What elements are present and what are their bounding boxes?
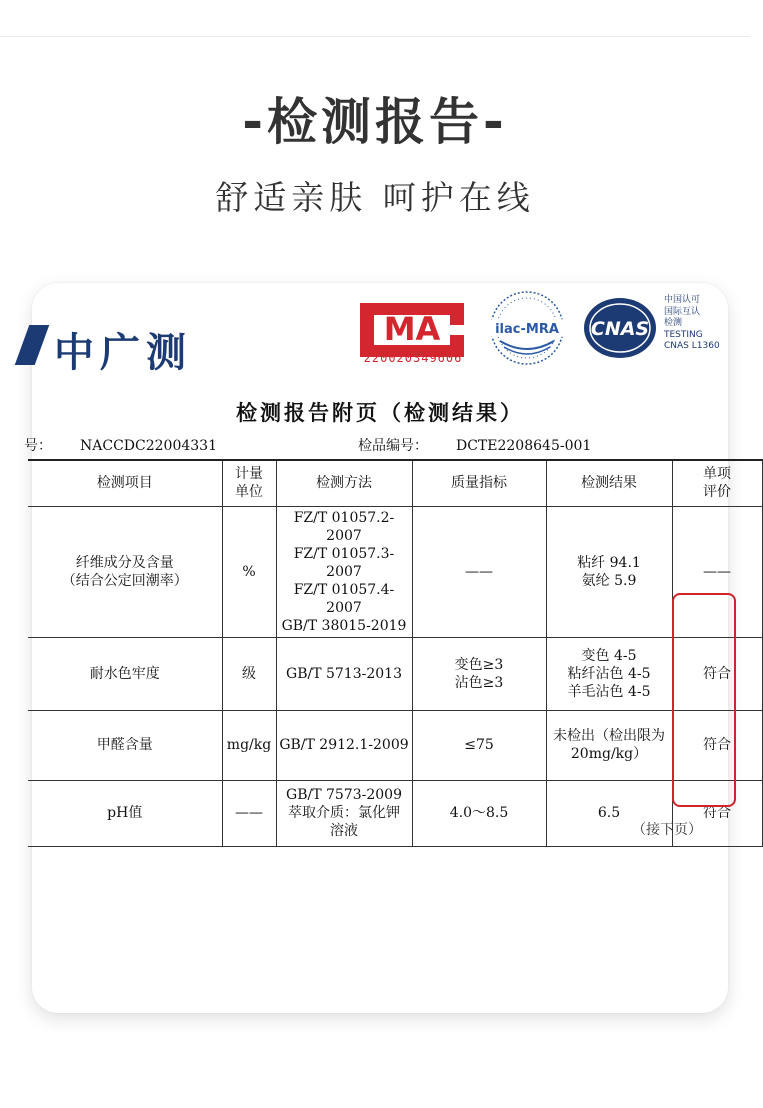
cell-result: 变色 4-5 粘纤沾色 4-5 羊毛沾色 4-5 (546, 637, 672, 710)
org-logo-mark (15, 325, 50, 365)
cell-method: GB/T 7573-2009 萃取介质：氯化钾 溶液 (276, 780, 412, 846)
cell-method: GB/T 2912.1-2009 (276, 710, 412, 780)
table-row (28, 637, 762, 710)
table-row (28, 506, 762, 637)
cell-item: 耐水色牢度 (28, 637, 222, 710)
col-header: 质量指标 (412, 460, 546, 506)
cma-number: 220020349606 (363, 351, 463, 365)
report-number: NACCDC22004331 (80, 438, 217, 454)
cnas-logo-icon (580, 293, 660, 363)
cell-result: 粘纤 94.1 氨纶 5.9 (546, 506, 672, 637)
table-header-row (28, 460, 762, 506)
svg-text:MA: MA (383, 310, 441, 348)
cell-evaluation: 符合 (672, 637, 762, 710)
cell-unit: mg/kg (222, 710, 276, 780)
report-title: 检测报告附页（检测结果） (236, 400, 524, 425)
ilac-mra-logo-icon (486, 289, 568, 367)
cell-result: 未检出（检出限为 20mg/kg） (546, 710, 672, 780)
cell-item: 纤维成分及含量 （结合公定回潮率） (28, 506, 222, 637)
page-subheading: 舒适亲肤 呵护在线 (215, 178, 535, 217)
col-header: 单项评价 (672, 460, 762, 506)
cell-unit: 级 (222, 637, 276, 710)
cell-result: 6.5 (546, 780, 672, 846)
cell-unit: % (222, 506, 276, 637)
results-table (28, 459, 763, 847)
sample-number-label: 检品编号： (358, 438, 428, 454)
cell-standard: 4.0～8.5 (412, 780, 546, 846)
cell-evaluation: —— (672, 506, 762, 637)
sample-number-line (358, 435, 591, 455)
report-number-line (24, 435, 217, 455)
page-heading: -检测报告- (242, 93, 508, 151)
org-logo: 中广测 (54, 330, 192, 376)
col-header: 检测结果 (546, 460, 672, 506)
report-header (32, 283, 728, 383)
continued-note: （接下页） (632, 822, 702, 838)
report-card (24, 283, 731, 1013)
cell-evaluation: 符合 (672, 710, 762, 780)
cell-standard: —— (412, 506, 546, 637)
cell-evaluation: 符合 (672, 780, 762, 846)
svg-text:ilac-MRA: ilac-MRA (495, 322, 559, 337)
cell-item: 甲醛含量 (28, 710, 222, 780)
cell-standard: 变色≥3 沾色≥3 (412, 637, 546, 710)
col-header: 计量单位 (222, 460, 276, 506)
cell-standard: ≤75 (412, 710, 546, 780)
cnas-info: 中国认可 国际互认 检测 TESTING CNAS L1360 (664, 295, 720, 351)
col-header: 检测方法 (276, 460, 412, 506)
svg-text:CNAS: CNAS (590, 318, 650, 340)
cell-unit: —— (222, 780, 276, 846)
cell-item: pH值 (28, 780, 222, 846)
evaluation-highlight-box (672, 593, 736, 807)
sample-number: DCTE2208645-001 (456, 438, 592, 454)
report-number-label: 号： (24, 438, 52, 454)
top-divider (0, 36, 750, 37)
cell-method: GB/T 5713-2013 (276, 637, 412, 710)
table-row (28, 710, 762, 780)
col-header: 检测项目 (28, 460, 222, 506)
cell-method: FZ/T 01057.2-2007 FZ/T 01057.3-2007 FZ/T 01057.4-2007 GB/T 38015-2019 (276, 506, 412, 637)
